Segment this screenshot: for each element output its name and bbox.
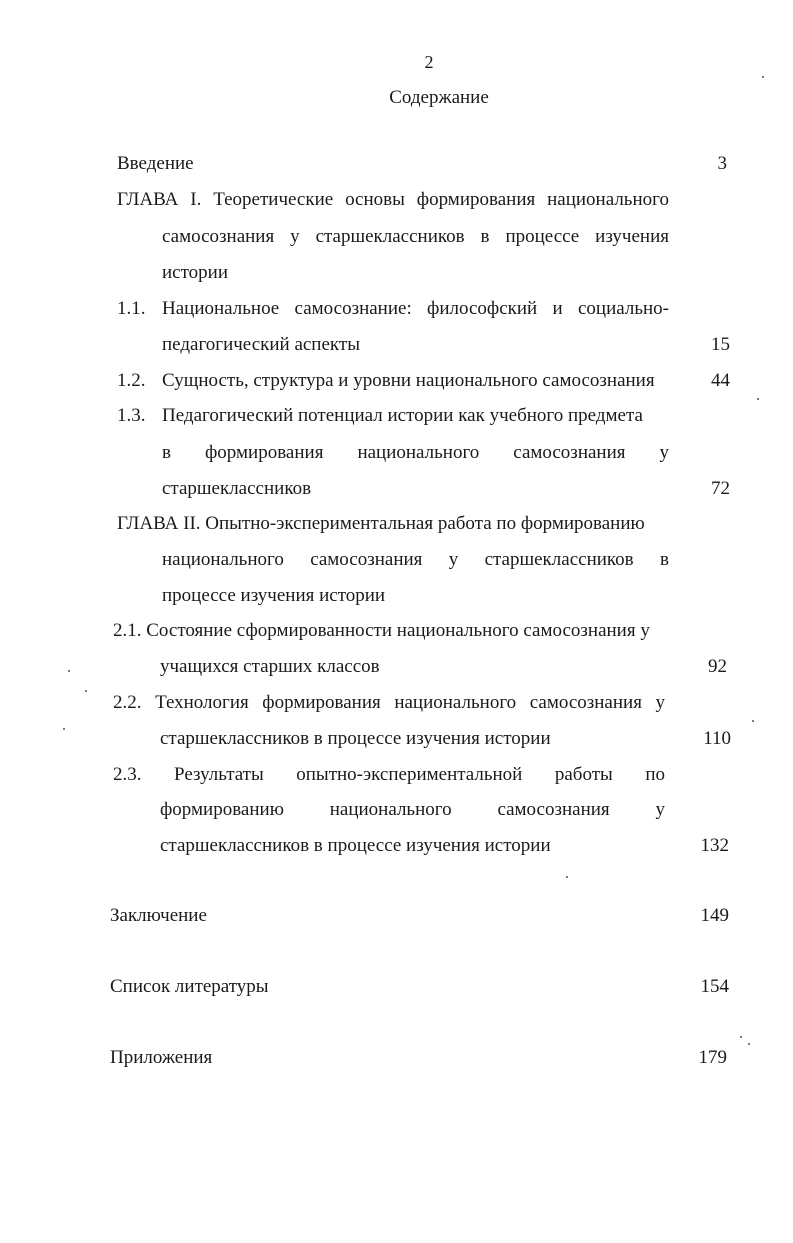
- word: национального: [547, 189, 669, 210]
- toc-1-3-page: 72: [711, 478, 730, 499]
- toc-1-2-label: Сущность, структура и уровни национального самосознания: [162, 370, 655, 391]
- toc-2-1-page: 92: [708, 656, 727, 677]
- toc-2-2-page: 110: [703, 728, 731, 749]
- toc-1-1-line1: [162, 298, 669, 320]
- word: самосознания: [162, 226, 275, 247]
- word: 2.2.: [113, 692, 142, 713]
- word: у: [448, 549, 459, 570]
- word: процессе: [505, 226, 580, 247]
- scan-speck: [740, 1036, 742, 1038]
- word: у: [659, 442, 669, 463]
- toc-1-1-page: 15: [711, 334, 730, 355]
- toc-2-3-line3: старшеклассников в процессе изучения истории: [160, 835, 551, 856]
- scan-speck: [762, 76, 764, 78]
- word: изучения: [595, 226, 669, 247]
- toc-2-3-page: 132: [700, 835, 729, 856]
- word: формированию: [160, 799, 284, 820]
- scan-speck: [566, 876, 568, 878]
- word: в: [162, 442, 171, 463]
- word: Национальное: [162, 298, 280, 319]
- word: формирования: [204, 442, 324, 463]
- word: старшеклассников: [315, 226, 465, 247]
- toc-references-label: Список литературы: [110, 976, 269, 997]
- toc-references-page: 154: [700, 976, 729, 997]
- word: у: [290, 226, 300, 247]
- scan-speck: [757, 398, 759, 400]
- toc-2-1-line1: 2.1. Состояние сформированности национального самосознания у: [113, 620, 650, 641]
- toc-intro-page: 3: [717, 153, 727, 174]
- scan-speck: [85, 690, 87, 692]
- page-number: 2: [424, 52, 434, 72]
- toc-intro-label: Введение: [117, 153, 194, 174]
- toc-1-3-line3: старшеклассников: [162, 478, 312, 499]
- word: Результаты: [174, 764, 264, 785]
- word: философский: [427, 298, 538, 319]
- word: формирования: [262, 692, 381, 713]
- toc-2-1-line2: учащихся старших классов: [160, 656, 380, 677]
- word: национального: [394, 692, 517, 713]
- word: опытно-экспериментальной: [296, 764, 523, 785]
- page-title: Содержание: [389, 87, 489, 108]
- word: самосознания: [513, 442, 626, 463]
- word: ГЛАВА: [117, 189, 179, 210]
- toc-ch2-line2: [162, 549, 669, 571]
- toc-ch1-line1: [117, 189, 669, 211]
- word: по: [645, 764, 665, 785]
- word: формирования: [416, 189, 536, 210]
- word: самосознания: [497, 799, 610, 820]
- scan-speck: [748, 1043, 750, 1045]
- scan-speck: [752, 720, 754, 722]
- toc-conclusion-page: 149: [700, 905, 729, 926]
- word: основы: [345, 189, 405, 210]
- word: старшеклассников: [484, 549, 634, 570]
- toc-1-3-number: 1.3.: [117, 405, 146, 426]
- toc-ch1-line2: [162, 226, 669, 248]
- word: и: [552, 298, 563, 319]
- word: у: [655, 692, 665, 713]
- toc-1-3-line1: Педагогический потенциал истории как учебного предмета: [162, 405, 643, 426]
- toc-1-1-number: 1.1.: [117, 298, 146, 319]
- word: социально-: [577, 298, 669, 319]
- word: национального: [162, 549, 284, 570]
- word: I.: [190, 189, 202, 210]
- toc-ch1-line3: истории: [162, 262, 228, 283]
- word: национального: [329, 799, 452, 820]
- toc-appendices-page: 179: [698, 1047, 727, 1068]
- word: национального: [357, 442, 480, 463]
- word: в: [480, 226, 490, 247]
- word: в: [660, 549, 669, 570]
- toc-ch2-line1: ГЛАВА II. Опытно-экспериментальная работа по формированию: [117, 513, 645, 534]
- toc-1-1-line2: педагогический аспекты: [162, 334, 360, 355]
- toc-2-2-line2: старшеклассников в процессе изучения истории: [160, 728, 551, 749]
- toc-1-2-number: 1.2.: [117, 370, 146, 391]
- scan-speck: [68, 670, 70, 672]
- toc-conclusion-label: Заключение: [110, 905, 207, 926]
- scan-speck: [63, 728, 65, 730]
- word: 2.3.: [113, 764, 142, 785]
- toc-2-3-line2: [160, 799, 665, 821]
- toc-1-3-line2: [162, 442, 669, 464]
- word: Теоретические: [213, 189, 334, 210]
- word: работы: [554, 764, 613, 785]
- toc-1-2-page: 44: [711, 370, 730, 391]
- word: самосознания: [310, 549, 423, 570]
- toc-2-2-line1: [113, 692, 665, 714]
- word: самосознание:: [294, 298, 412, 319]
- word: Технология: [155, 692, 249, 713]
- toc-appendices-label: Приложения: [110, 1047, 213, 1068]
- word: у: [655, 799, 665, 820]
- toc-2-3-line1: [113, 764, 665, 786]
- toc-ch2-line3: процессе изучения истории: [162, 585, 386, 606]
- word: самосознания: [529, 692, 642, 713]
